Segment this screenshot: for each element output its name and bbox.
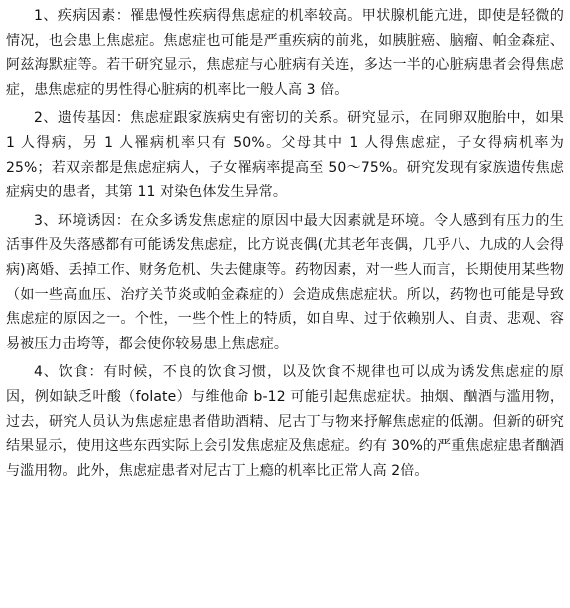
paragraph-genetic-factors: 2、遗传基因：焦虑症跟家族病史有密切的关系。研究显示，在同卵双胞胎中，如果 1 人得病，另 1 人罹病机率只有 50%。父母其中 1 人得焦虑症，子女得病机率为 25%；若双亲都是焦虑症病人，子女罹病率提高至 50～75%。研究发现有家族遗传焦虑症病史的患者，其第 11 对染色体发生异常。 [6,110,564,201]
paragraph-environmental-factors: 3、环境诱因：在众多诱发焦虑症的原因中最大因素就是环境。令人感到有压力的生活事件及失落感都有可能诱发焦虑症，比方说丧偶(尤其老年丧偶，几乎八、九成的人会得病)离婚、丢掉工作、财务危机、失去健康等。药物因素，对一些人而言，长期使用某些物（如一些高血压、治疗关节炎或帕金森症的）会造成焦虑症状。所以，药物也可能是导致焦虑症的原因之一。个性，一些个性上的特质，如自卑、过于依赖别人、自责、悲观、容易被压力击垮等，都会使你较易患上焦虑症。 [6,212,564,352]
paragraph-diet-factors: 4、饮食：有时候，不良的饮食习惯，以及饮食不规律也可以成为诱发焦虑症的原因，例如缺乏叶酸（folate）与维他命 b-12 可能引起焦虑症状。抽烟、酗酒与滥用物，过去，研究人员认为焦虑症患者借助酒精、尼古丁与物来抒解焦虑症的低潮。但新的研究结果显示，使用这些东西实际上会引发焦虑症及焦虑症。约有 30%的严重焦虑症患者酗酒与滥用物。此外，焦虑症患者对尼古丁上瘾的机率比正常人高 2倍。 [6,364,564,479]
paragraph-disease-factors: 1、疾病因素：罹患慢性疾病得焦虑症的机率较高。甲状腺机能亢进，即使是轻微的情况，也会患上焦虑症。焦虑症也可能是严重疾病的前兆，如胰脏癌、脑瘤、帕金森症、阿兹海默症等。若干研究显示，焦虑症与心脏病有关连，多达一半的心脏病患者会得焦虑症，患焦虑症的男性得心脏病的机率比一般人高 3 倍。 [6,8,564,98]
